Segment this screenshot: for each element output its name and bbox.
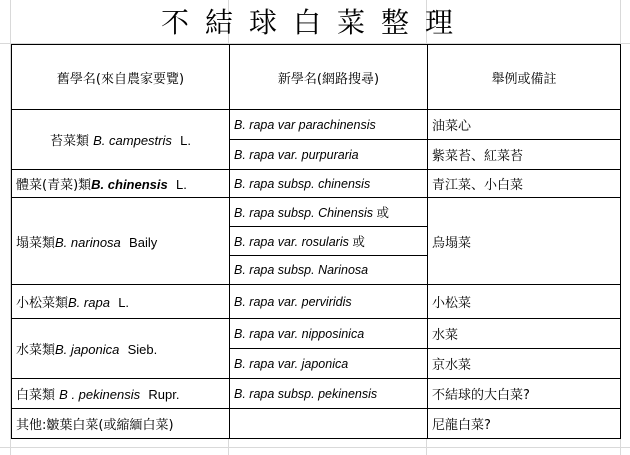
classification-table [11,44,621,439]
old-name-cell[interactable] [12,110,230,170]
new-name-suffix: 或 [376,206,389,220]
new-name-cell[interactable] [230,227,428,256]
old-name-latin: B . pekinensis [59,387,141,402]
table-row [12,110,621,140]
header-row [12,45,621,110]
old-name-cn: 小松菜類 [16,296,69,311]
new-name-text: B. rapa var. rosularis [234,235,349,249]
sheet-title: 不結球白菜整理 [160,6,469,39]
table-row [12,409,621,439]
note-cell[interactable]: 尼龍白菜? [428,409,621,439]
new-name-cell[interactable]: B. rapa var. japonica [230,349,428,379]
old-name-latin: B. rapa [68,295,110,310]
old-name-author: Baily [129,234,158,250]
new-name-cell[interactable]: B. rapa var. purpuraria [230,140,428,170]
old-name-author: L. [180,133,191,148]
note-cell[interactable]: 烏塌菜 [428,198,621,285]
new-name-cell[interactable] [230,198,428,227]
table-row [12,379,621,409]
old-name-cn: 體菜(青菜)類 [16,178,92,193]
old-name-cell[interactable] [12,319,230,379]
grid-line [0,447,630,448]
old-name-cell[interactable] [12,170,230,198]
old-name-cell[interactable] [12,409,230,439]
old-name-cn: 白菜類 [16,388,56,403]
table-row [12,319,621,349]
new-name-cell[interactable]: B. rapa var parachinensis [230,110,428,140]
old-name-cn: 塌菜類 [16,235,56,251]
old-name-latin: B. narinosa [55,234,121,250]
old-name-latin: B. campestris [93,133,172,148]
header-old-name[interactable]: 舊學名(來自農家要覽) [12,45,230,110]
new-name-cell[interactable] [230,409,428,439]
old-name-cell[interactable] [12,198,230,285]
new-name-cell[interactable]: B. rapa subsp. Narinosa [230,256,428,285]
new-name-cell[interactable]: B. rapa var. perviridis [230,285,428,319]
old-name-latin: B. chinensis [91,177,168,192]
old-name-author: Sieb. [127,342,158,357]
old-name-cell[interactable] [12,379,230,409]
note-cell[interactable]: 油菜心 [428,110,621,140]
old-name-author: L. [176,177,187,192]
note-cell[interactable]: 青江菜、小白菜 [428,170,621,198]
new-name-text: B. rapa subsp. Chinensis [234,206,373,220]
new-name-cell[interactable]: B. rapa subsp. pekinensis [230,379,428,409]
note-cell[interactable]: 不結球的大白菜? [428,379,621,409]
note-cell[interactable]: 小松菜 [428,285,621,319]
old-name-author: L. [118,295,130,310]
old-name-cn: 其他:皺葉白菜(或縮緬白菜) [16,418,174,433]
table-row [12,198,621,227]
old-name-latin: B. japonica [55,342,120,357]
new-name-cell[interactable]: B. rapa var. nipposinica [230,319,428,349]
note-cell[interactable]: 紫菜苔、紅菜苔 [428,140,621,170]
old-name-cn: 水菜類 [16,343,56,358]
old-name-cn: 苔菜類 [49,134,89,149]
old-name-cell[interactable] [12,285,230,319]
header-new-name[interactable]: 新學名(網路搜尋) [230,45,428,110]
header-notes[interactable]: 舉例或備註 [428,45,621,110]
note-cell[interactable]: 水菜 [428,319,621,349]
note-cell[interactable]: 京水菜 [428,349,621,379]
new-name-cell[interactable]: B. rapa subsp. chinensis [230,170,428,198]
table-row [12,285,621,319]
table-row [12,170,621,198]
old-name-author: Rupr. [148,387,180,402]
new-name-suffix: 或 [352,235,365,249]
